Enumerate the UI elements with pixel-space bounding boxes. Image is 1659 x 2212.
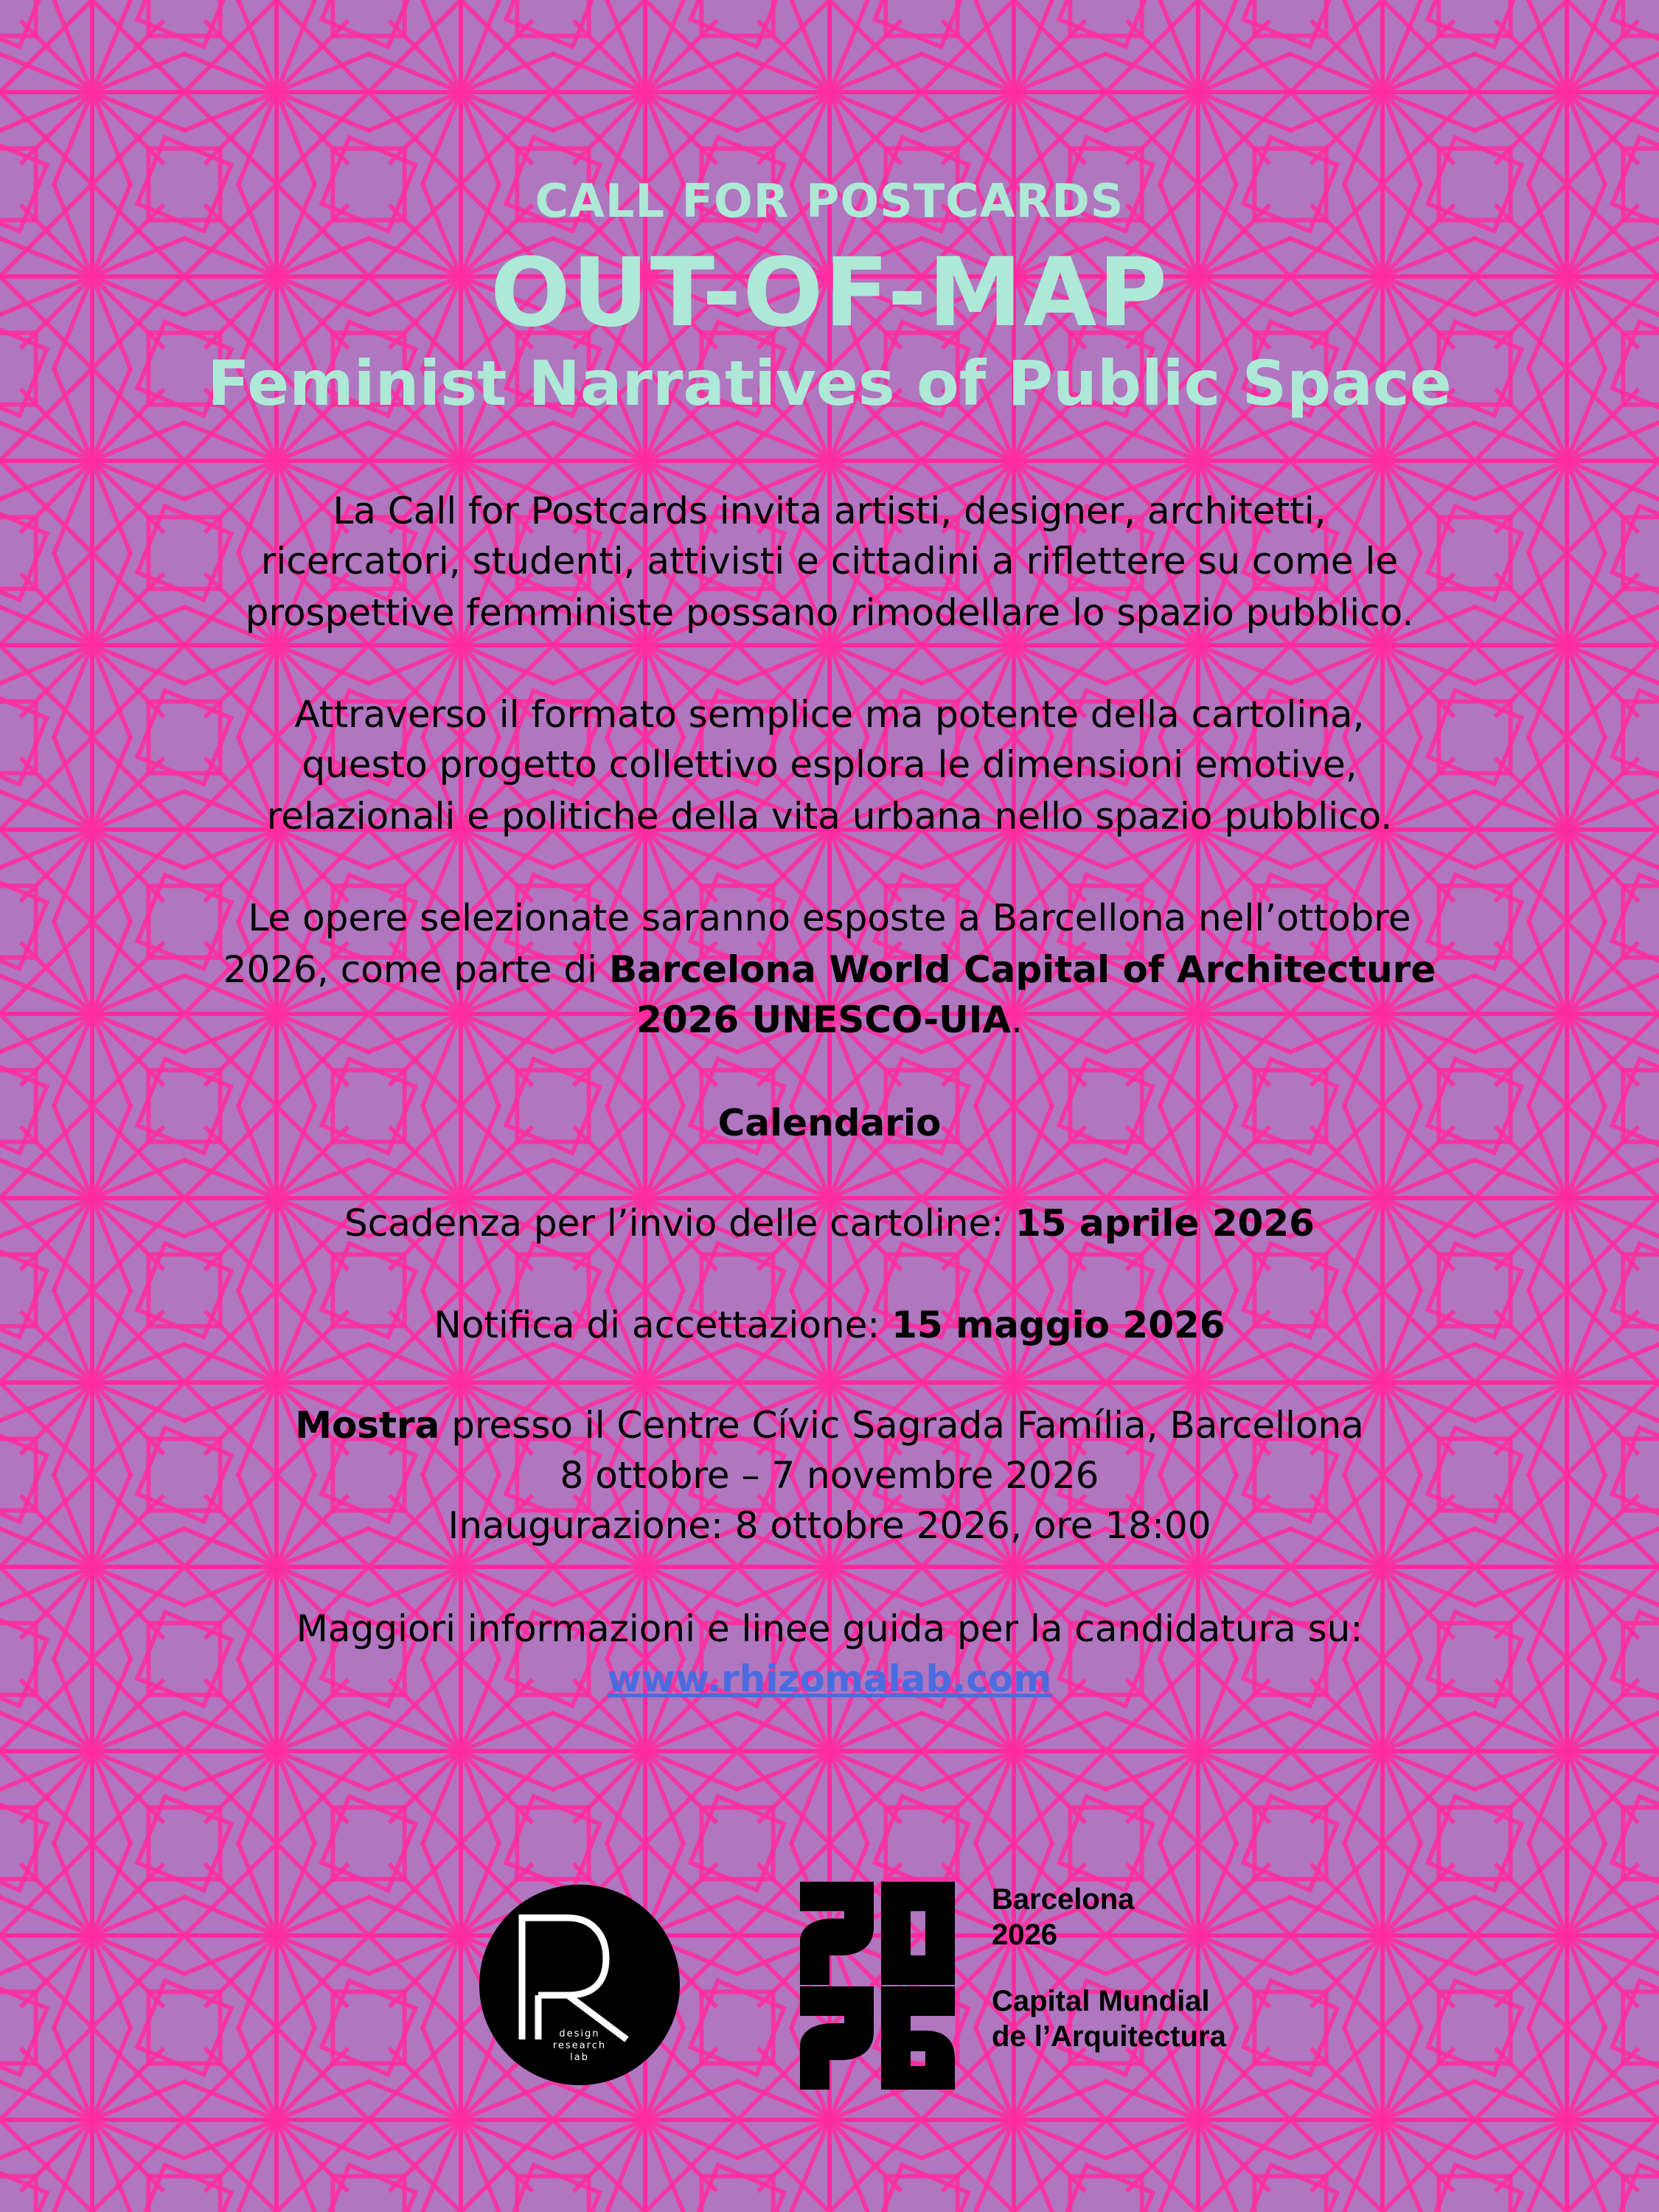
notification-line (0, 1304, 1659, 1346)
exhibition-line-2-prefix: 2026, come parte di (223, 948, 609, 991)
deadline-label: Scadenza per l’invio delle cartoline: (344, 1202, 1015, 1245)
exhibition-line-3 (0, 998, 1659, 1041)
unesco-uia-name: 2026 UNESCO-UIA (636, 998, 1012, 1041)
project-line-3: relazionali e politiche della vita urbana nello spazio pubblico. (266, 795, 1393, 838)
deadline-line (0, 1202, 1659, 1245)
exhibition-line-1: Le opere selezionate saranno esposte a Barcellona nell’ottobre (248, 897, 1411, 939)
exhibition-line-2 (0, 948, 1659, 991)
notification-label: Notifica di accettazione: (434, 1304, 892, 1346)
project-line-2: questo progetto collettivo esplora le dimensioni emotive, (302, 743, 1357, 786)
show-label: Mostra (295, 1404, 440, 1447)
project-line-1: Attraverso il formato semplice ma potente della cartolina, (294, 693, 1365, 736)
architecture-label: de l’Arquitectura (992, 2020, 1226, 2053)
show-venue-line (0, 1404, 1659, 1447)
intro-line-1: La Call for Postcards invita artisti, designer, architetti, (333, 490, 1326, 532)
deadline-date: 15 aprile 2026 (1015, 1202, 1315, 1245)
more-info-label: Maggiori informazioni e linee guida per la candidatura su: (296, 1607, 1363, 1650)
website-link[interactable]: www.rhizomalab.com (607, 1658, 1052, 1700)
calendar-heading: Calendario (717, 1102, 942, 1144)
exhibition-line-3-suffix: . (1011, 998, 1023, 1041)
intro-line-2: ricercatori, studenti, attivisti e cittadini a riflettere su come le (260, 540, 1399, 582)
show-dates: 8 ottobre – 7 novembre 2026 (560, 1454, 1099, 1497)
logo-caption-research: research (552, 2040, 607, 2051)
year-label: 2026 (992, 1919, 1057, 1951)
intro-line-3: prospettive femministe possano rimodellare lo spazio pubblico. (245, 591, 1414, 634)
barcelona-2026-logo-icon (800, 1882, 955, 2090)
opening-line: Inaugurazione: 8 ottobre 2026, ore 18:00 (448, 1504, 1211, 1547)
design-research-lab-logo (479, 1885, 680, 2085)
barcelona-label: Barcelona (992, 1883, 1135, 1916)
capital-label: Capital Mundial (992, 1985, 1210, 2017)
world-capital-name: Barcelona World Capital of Architecture (608, 948, 1436, 991)
kicker: CALL FOR POSTCARDS (535, 174, 1124, 228)
notification-date: 15 maggio 2026 (891, 1304, 1225, 1346)
poster-title: OUT-OF-MAP (490, 238, 1169, 348)
poster-subtitle: Feminist Narratives of Public Space (207, 347, 1452, 420)
logo-caption-design: design (559, 2028, 600, 2039)
logo-caption-lab: lab (570, 2052, 589, 2063)
show-venue: presso il Centre Cívic Sagrada Família, Barcellona (439, 1404, 1364, 1447)
